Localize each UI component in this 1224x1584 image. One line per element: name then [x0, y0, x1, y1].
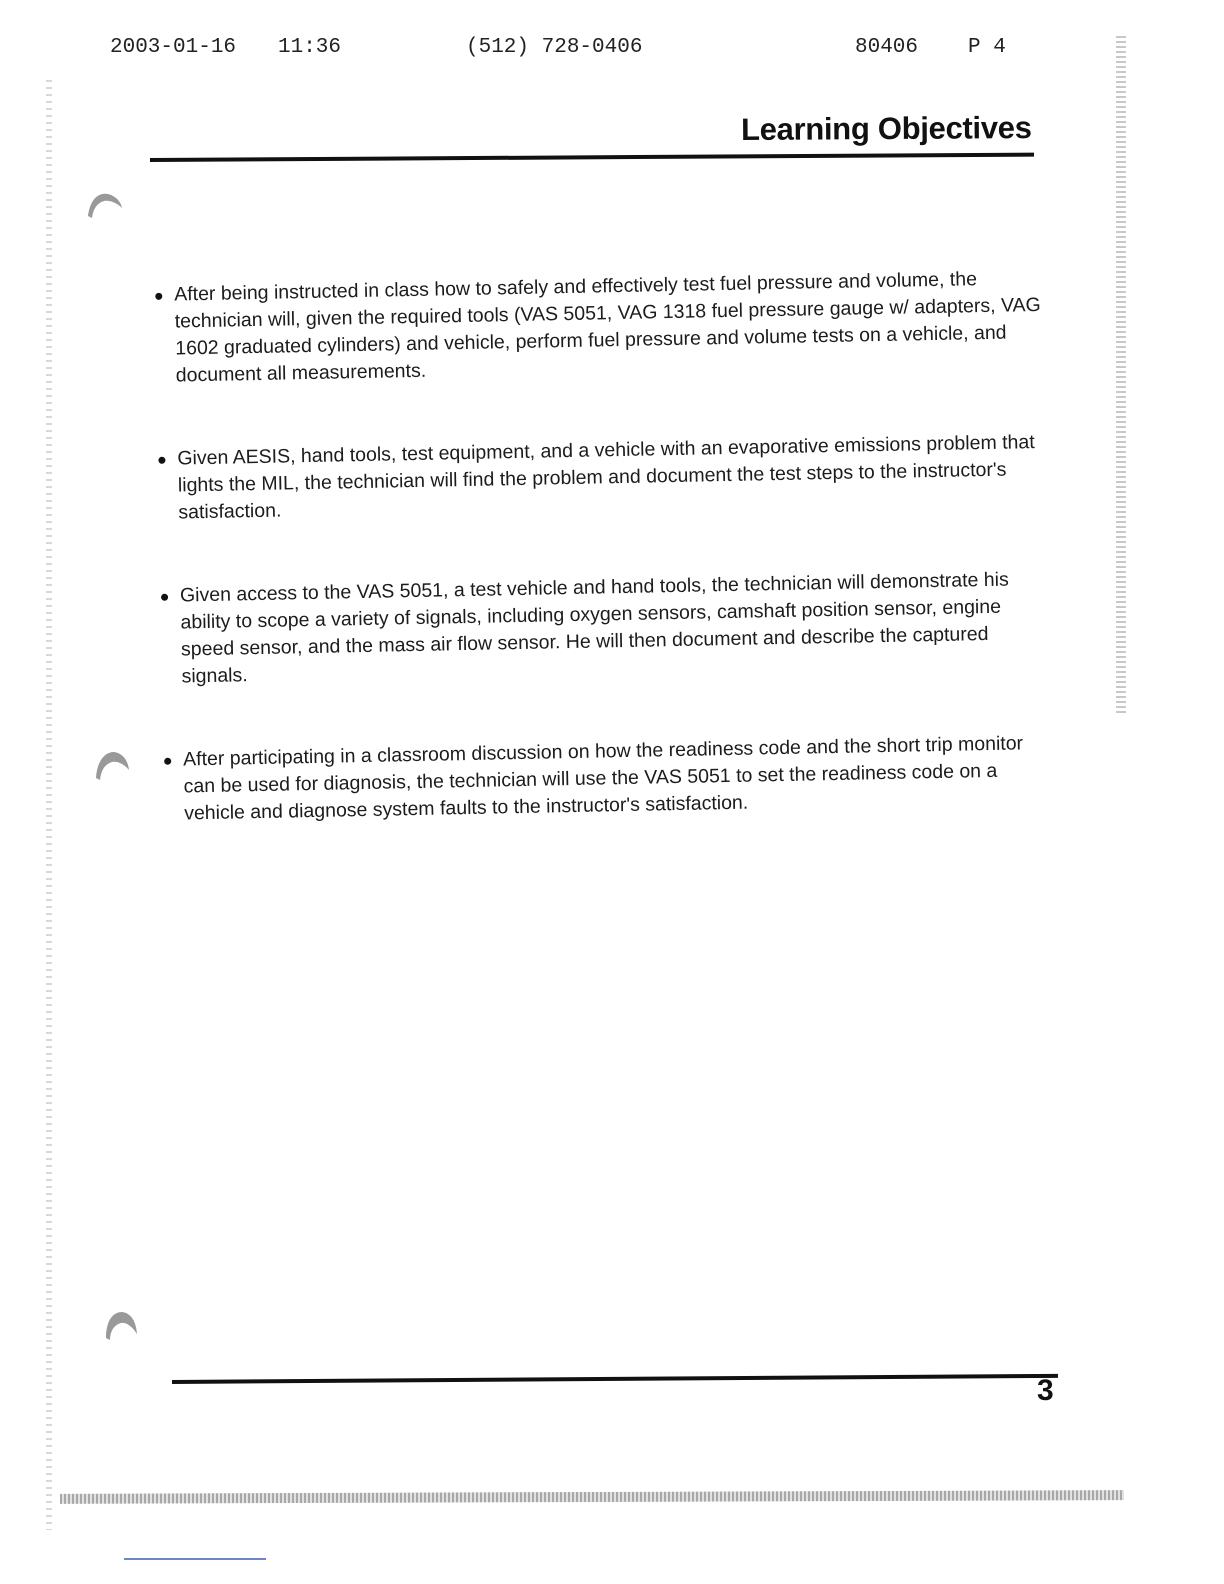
footer-underline: [124, 1558, 266, 1560]
fax-time: 11:36: [278, 36, 342, 59]
punch-hole-mark: [84, 186, 124, 220]
objective-item: After participating in a classroom discussion on how the readiness code and the short trip monitor can be used for diagnosis, the technician will use the VAS 5051 to set the readiness code on a vehicle and diagnose system faults to the instructor's satisfaction.: [159, 730, 1060, 828]
objectives-list: [150, 265, 1061, 884]
page-title: Learning Objectives: [741, 110, 1033, 148]
fax-header: [0, 36, 1224, 66]
fax-page: P 4: [968, 36, 1006, 59]
punch-hole-mark: [100, 1306, 140, 1340]
scan-edge-bottom: [60, 1490, 1124, 1504]
page-number: 3: [1037, 1374, 1054, 1407]
title-rule: [150, 153, 1034, 162]
fax-date: 2003-01-16: [110, 36, 237, 59]
fax-code: 80406: [855, 36, 919, 59]
objective-item: Given access to the VAS 5051, a test vehicle and hand tools, the technician will demonstrate his ability to scope a variety of signals, including oxygen sensors, camshaft position sensor, engine speed sensor, and the mass air flow sensor. He will then document and describe the captured signals.: [156, 566, 1058, 691]
footer-rule: [172, 1374, 1058, 1384]
scan-edge-left: [46, 80, 52, 1530]
objective-item: Given AESIS, hand tools, test equipment, and a vehicle with an evaporative emissions problem that lights the MIL, the technician will find the problem and document the test steps to the instructor's satisfaction.: [153, 429, 1054, 527]
fax-phone: (512) 728-0406: [466, 36, 643, 59]
objective-item: After being instructed in class how to safely and effectively test fuel pressure and volume, the technician will, given the required tools (VAS 5051, VAG 1318 fuel pressure gauge w/ adapters, VAG 1602 graduated cylinders) and vehicle, perform fuel pressure and volume tests on a vehicle, and document all measurements.: [150, 265, 1052, 390]
punch-hole-mark: [92, 746, 132, 780]
scan-edge-right: [1116, 36, 1126, 716]
